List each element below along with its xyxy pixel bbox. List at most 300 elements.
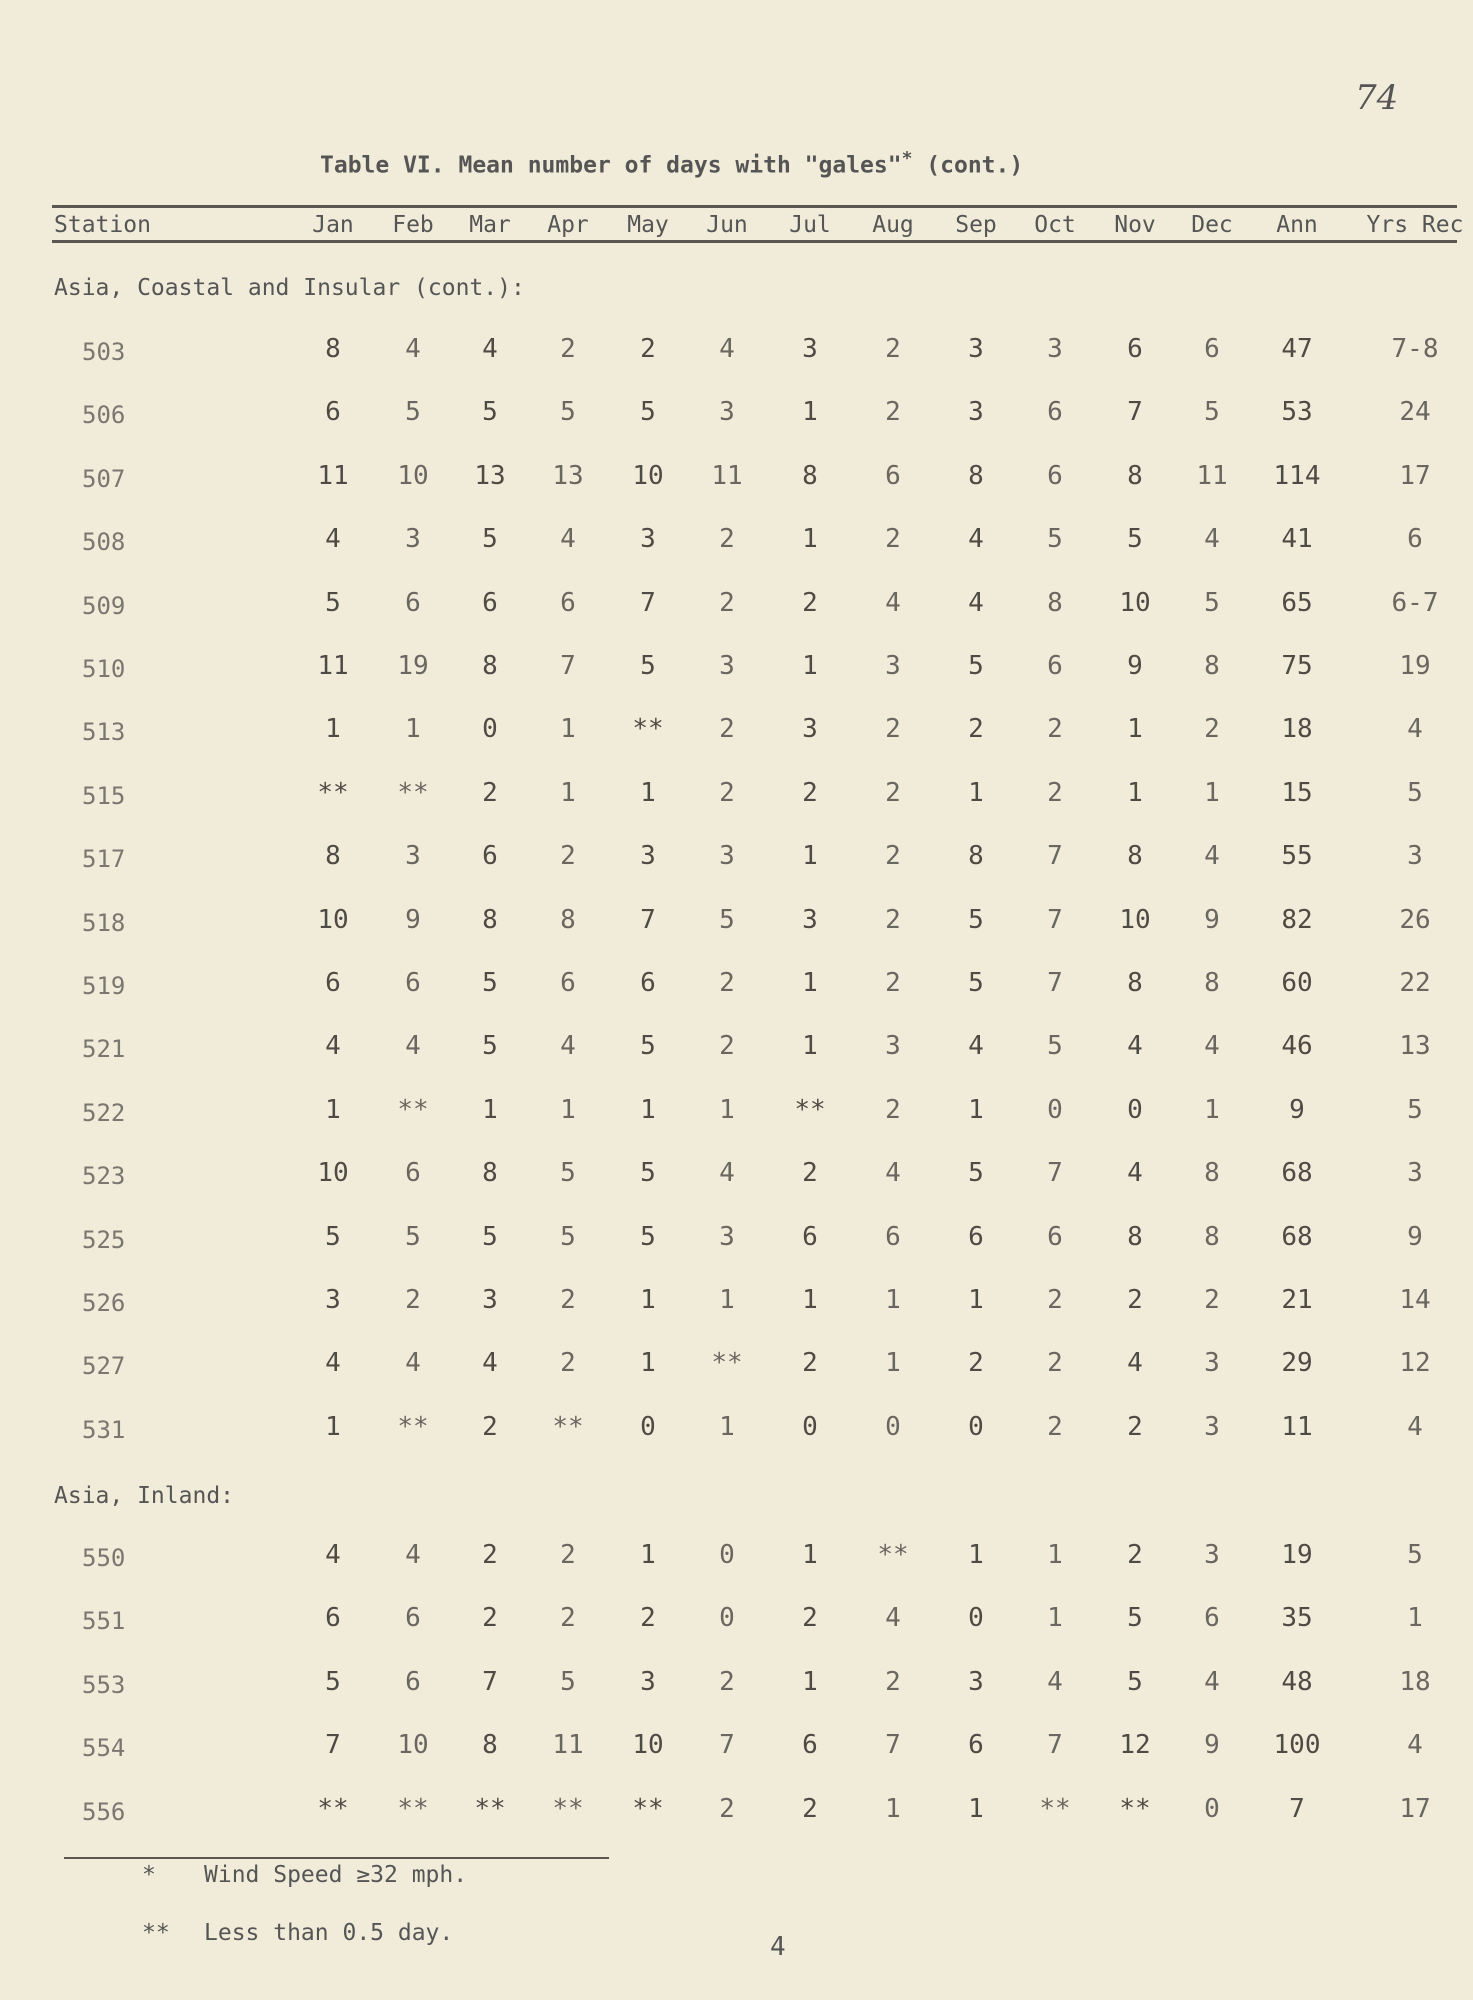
table-cell-dec: 2 (1204, 1285, 1220, 1315)
station-id: 515 (82, 782, 126, 810)
table-cell-nov: 6 (1127, 334, 1143, 364)
table-cell-sep: 1 (968, 1540, 984, 1570)
table-cell-feb: 5 (405, 397, 421, 427)
table-cell-yrs-rec: 22 (1399, 968, 1431, 998)
table-cell-yrs-rec: 1 (1407, 1603, 1423, 1633)
footnote (142, 1862, 467, 1888)
table-cell-nov: 5 (1127, 524, 1143, 554)
table-cell-jul: 1 (802, 1285, 818, 1315)
footnote (142, 1920, 453, 1946)
table-cell-aug: 2 (885, 1667, 901, 1697)
table-cell-may: 1 (640, 1095, 656, 1125)
table-cell-jul: 6 (802, 1730, 818, 1760)
table-cell-oct: 2 (1047, 1412, 1063, 1442)
table-cell-nov: 0 (1127, 1095, 1143, 1125)
table-cell-oct: 6 (1047, 651, 1063, 681)
table-title (320, 148, 1023, 179)
column-header-nov: Nov (1114, 212, 1156, 238)
table-cell-dec: 8 (1204, 968, 1220, 998)
column-header-jul: Jul (789, 212, 831, 238)
table-cell-jun: 3 (719, 397, 735, 427)
table-cell-sep: 4 (968, 1031, 984, 1061)
table-cell-feb: ** (397, 778, 429, 808)
table-cell-apr: 4 (560, 1031, 576, 1061)
table-cell-aug: 3 (885, 651, 901, 681)
table-cell-jul: 1 (802, 651, 818, 681)
table-cell-ann: 15 (1281, 778, 1313, 808)
table-cell-yrs-rec: 17 (1399, 1794, 1431, 1824)
table-cell-nov: 1 (1127, 714, 1143, 744)
table-cell-oct: 4 (1047, 1667, 1063, 1697)
table-cell-jun: 5 (719, 905, 735, 935)
table-cell-apr: 5 (560, 397, 576, 427)
table-cell-oct: 2 (1047, 714, 1063, 744)
table-cell-jul: 1 (802, 1540, 818, 1570)
station-id: 510 (82, 655, 126, 683)
table-cell-jan: 11 (317, 651, 349, 681)
table-cell-feb: 6 (405, 588, 421, 618)
table-cell-jun: 4 (719, 334, 735, 364)
station-id: 517 (82, 845, 126, 873)
table-cell-dec: 6 (1204, 1603, 1220, 1633)
table-cell-yrs-rec: 6 (1407, 524, 1423, 554)
table-cell-aug: ** (877, 1540, 909, 1570)
table-cell-jun: 1 (719, 1285, 735, 1315)
column-header-may: May (627, 212, 669, 238)
table-cell-aug: 6 (885, 1222, 901, 1252)
table-cell-aug: 2 (885, 1095, 901, 1125)
table-cell-dec: 3 (1204, 1412, 1220, 1442)
station-id: 553 (82, 1671, 126, 1699)
station-id: 508 (82, 528, 126, 556)
table-cell-jan: 6 (325, 1603, 341, 1633)
table-cell-yrs-rec: 6-7 (1391, 588, 1439, 618)
table-cell-may: 10 (632, 1730, 664, 1760)
table-cell-dec: 6 (1204, 334, 1220, 364)
table-cell-nov: 8 (1127, 1222, 1143, 1252)
table-cell-jul: 1 (802, 968, 818, 998)
table-cell-ann: 29 (1281, 1348, 1313, 1378)
table-cell-may: 2 (640, 334, 656, 364)
table-cell-may: 2 (640, 1603, 656, 1633)
table-cell-may: 1 (640, 1540, 656, 1570)
table-cell-mar: 2 (482, 778, 498, 808)
table-cell-mar: 5 (482, 397, 498, 427)
station-id: 531 (82, 1416, 126, 1444)
footnote-text: Less than 0.5 day. (204, 1920, 454, 1946)
table-cell-mar: 1 (482, 1095, 498, 1125)
table-cell-aug: 4 (885, 1603, 901, 1633)
table-cell-mar: 8 (482, 651, 498, 681)
table-cell-jul: 6 (802, 1222, 818, 1252)
table-cell-feb: ** (397, 1794, 429, 1824)
table-cell-ann: 35 (1281, 1603, 1313, 1633)
table-cell-apr: 5 (560, 1222, 576, 1252)
table-cell-jun: 3 (719, 841, 735, 871)
station-id: 550 (82, 1544, 126, 1572)
table-cell-mar: 0 (482, 714, 498, 744)
table-cell-oct: 6 (1047, 1222, 1063, 1252)
table-cell-mar: 5 (482, 524, 498, 554)
table-cell-apr: 8 (560, 905, 576, 935)
table-cell-apr: 1 (560, 1095, 576, 1125)
table-cell-yrs-rec: 4 (1407, 1730, 1423, 1760)
table-cell-jun: 2 (719, 588, 735, 618)
table-cell-may: 5 (640, 1222, 656, 1252)
title-suffix: (cont.) (912, 152, 1024, 179)
table-cell-feb: 10 (397, 461, 429, 491)
table-cell-mar: 13 (474, 461, 506, 491)
table-cell-apr: 4 (560, 524, 576, 554)
table-cell-may: 1 (640, 778, 656, 808)
table-cell-apr: 5 (560, 1667, 576, 1697)
table-cell-aug: 2 (885, 778, 901, 808)
table-cell-jul: 8 (802, 461, 818, 491)
table-cell-jul: 2 (802, 1603, 818, 1633)
table-cell-apr: 2 (560, 334, 576, 364)
table-cell-feb: 3 (405, 524, 421, 554)
table-cell-jul: 1 (802, 524, 818, 554)
table-cell-sep: 1 (968, 1285, 984, 1315)
table-cell-sep: 0 (968, 1412, 984, 1442)
table-cell-jan: 4 (325, 524, 341, 554)
column-header-station: Station (54, 212, 151, 238)
table-cell-feb: ** (397, 1412, 429, 1442)
table-cell-apr: 6 (560, 968, 576, 998)
table-cell-ann: 100 (1273, 1730, 1321, 1760)
table-cell-jan: 4 (325, 1348, 341, 1378)
table-cell-dec: 8 (1204, 1222, 1220, 1252)
table-cell-mar: 6 (482, 841, 498, 871)
table-cell-mar: 8 (482, 905, 498, 935)
table-cell-aug: 2 (885, 905, 901, 935)
table-cell-feb: 3 (405, 841, 421, 871)
table-cell-jul: 2 (802, 588, 818, 618)
table-cell-jan: 7 (325, 1730, 341, 1760)
table-cell-ann: 21 (1281, 1285, 1313, 1315)
table-cell-sep: 1 (968, 778, 984, 808)
table-cell-sep: 8 (968, 461, 984, 491)
table-cell-yrs-rec: 3 (1407, 1158, 1423, 1188)
table-cell-yrs-rec: 7-8 (1391, 334, 1439, 364)
table-cell-jan: 6 (325, 968, 341, 998)
table-cell-apr: 5 (560, 1158, 576, 1188)
table-cell-feb: 4 (405, 334, 421, 364)
table-cell-sep: 8 (968, 841, 984, 871)
table-cell-jul: 1 (802, 1031, 818, 1061)
table-cell-oct: 1 (1047, 1603, 1063, 1633)
table-cell-mar: 2 (482, 1540, 498, 1570)
table-cell-sep: 3 (968, 334, 984, 364)
table-cell-may: 7 (640, 588, 656, 618)
table-cell-ann: 65 (1281, 588, 1313, 618)
table-cell-oct: 6 (1047, 397, 1063, 427)
table-cell-may: 6 (640, 968, 656, 998)
table-cell-jun: 1 (719, 1095, 735, 1125)
table-cell-sep: 1 (968, 1095, 984, 1125)
table-cell-yrs-rec: 18 (1399, 1667, 1431, 1697)
table-cell-ann: 60 (1281, 968, 1313, 998)
table-cell-aug: 1 (885, 1285, 901, 1315)
table-cell-feb: 6 (405, 968, 421, 998)
table-cell-jun: 2 (719, 778, 735, 808)
table-cell-mar: ** (474, 1794, 506, 1824)
table-cell-apr: 2 (560, 1603, 576, 1633)
table-cell-feb: 6 (405, 1158, 421, 1188)
table-cell-sep: 0 (968, 1603, 984, 1633)
table-cell-feb: 4 (405, 1031, 421, 1061)
station-id: 526 (82, 1289, 126, 1317)
table-cell-ann: 82 (1281, 905, 1313, 935)
table-cell-dec: 8 (1204, 1158, 1220, 1188)
footnote-rule (64, 1857, 609, 1859)
table-cell-jan: 5 (325, 1222, 341, 1252)
table-cell-mar: 5 (482, 968, 498, 998)
table-cell-oct: 2 (1047, 778, 1063, 808)
table-cell-ann: 7 (1289, 1794, 1305, 1824)
table-cell-may: 5 (640, 1158, 656, 1188)
table-cell-jun: 3 (719, 651, 735, 681)
table-cell-jan: 4 (325, 1031, 341, 1061)
table-cell-apr: ** (552, 1412, 584, 1442)
table-cell-aug: 4 (885, 1158, 901, 1188)
station-id: 521 (82, 1035, 126, 1063)
table-cell-oct: 2 (1047, 1285, 1063, 1315)
table-cell-mar: 7 (482, 1667, 498, 1697)
table-cell-nov: 8 (1127, 461, 1143, 491)
table-cell-feb: 2 (405, 1285, 421, 1315)
table-cell-nov: 2 (1127, 1412, 1143, 1442)
table-cell-sep: 5 (968, 651, 984, 681)
table-cell-sep: 5 (968, 905, 984, 935)
table-cell-may: 5 (640, 397, 656, 427)
table-cell-mar: 8 (482, 1158, 498, 1188)
table-cell-apr: 1 (560, 778, 576, 808)
table-cell-may: 3 (640, 841, 656, 871)
station-id: 556 (82, 1798, 126, 1826)
table-cell-nov: 4 (1127, 1348, 1143, 1378)
table-cell-mar: 2 (482, 1412, 498, 1442)
table-cell-jan: 5 (325, 1667, 341, 1697)
table-cell-jan: 1 (325, 1095, 341, 1125)
table-cell-sep: 5 (968, 968, 984, 998)
table-cell-may: 1 (640, 1348, 656, 1378)
table-cell-yrs-rec: 24 (1399, 397, 1431, 427)
table-cell-nov: 12 (1119, 1730, 1151, 1760)
table-cell-oct: 5 (1047, 1031, 1063, 1061)
table-cell-jul: 2 (802, 1348, 818, 1378)
column-header-sep: Sep (955, 212, 997, 238)
table-cell-nov: 4 (1127, 1031, 1143, 1061)
table-cell-oct: 0 (1047, 1095, 1063, 1125)
table-cell-nov: 7 (1127, 397, 1143, 427)
table-cell-dec: 4 (1204, 1667, 1220, 1697)
table-cell-apr: 2 (560, 1540, 576, 1570)
table-cell-oct: 6 (1047, 461, 1063, 491)
table-cell-ann: 11 (1281, 1412, 1313, 1442)
table-cell-apr: 2 (560, 1348, 576, 1378)
section-label: Asia, Coastal and Insular (cont.): (54, 275, 525, 301)
table-cell-may: ** (632, 714, 664, 744)
table-cell-ann: 55 (1281, 841, 1313, 871)
table-cell-apr: 7 (560, 651, 576, 681)
table-cell-jan: 1 (325, 1412, 341, 1442)
table-cell-aug: 7 (885, 1730, 901, 1760)
table-cell-jul: 2 (802, 1794, 818, 1824)
station-id: 551 (82, 1607, 126, 1635)
table-cell-nov: 2 (1127, 1540, 1143, 1570)
table-cell-jun: 3 (719, 1222, 735, 1252)
table-cell-nov: 4 (1127, 1158, 1143, 1188)
table-cell-may: 0 (640, 1412, 656, 1442)
station-id: 518 (82, 909, 126, 937)
table-cell-yrs-rec: 26 (1399, 905, 1431, 935)
table-cell-feb: 10 (397, 1730, 429, 1760)
table-cell-mar: 3 (482, 1285, 498, 1315)
table-cell-yrs-rec: 12 (1399, 1348, 1431, 1378)
table-cell-feb: 4 (405, 1540, 421, 1570)
table-cell-jun: 2 (719, 1031, 735, 1061)
station-id: 503 (82, 338, 126, 366)
table-cell-jul: 3 (802, 334, 818, 364)
page-number: 74 (1355, 78, 1399, 118)
table-cell-nov: 8 (1127, 968, 1143, 998)
table-cell-dec: 11 (1196, 461, 1228, 491)
table-cell-jun: 2 (719, 714, 735, 744)
table-cell-may: 3 (640, 524, 656, 554)
table-cell-oct: 3 (1047, 334, 1063, 364)
table-cell-jun: 0 (719, 1603, 735, 1633)
table-cell-dec: 0 (1204, 1794, 1220, 1824)
table-cell-dec: 9 (1204, 1730, 1220, 1760)
table-cell-jun: 2 (719, 1794, 735, 1824)
table-cell-dec: 4 (1204, 1031, 1220, 1061)
table-cell-ann: 18 (1281, 714, 1313, 744)
table-cell-aug: 2 (885, 524, 901, 554)
table-cell-may: 7 (640, 905, 656, 935)
table-cell-jul: 0 (802, 1412, 818, 1442)
table-cell-feb: 9 (405, 905, 421, 935)
column-header-ann: Ann (1276, 212, 1318, 238)
table-cell-nov: 9 (1127, 651, 1143, 681)
table-cell-oct: 8 (1047, 588, 1063, 618)
table-cell-jul: 3 (802, 905, 818, 935)
table-cell-dec: 5 (1204, 397, 1220, 427)
table-cell-jul: 1 (802, 1667, 818, 1697)
table-cell-jun: 11 (711, 461, 743, 491)
table-cell-may: 1 (640, 1285, 656, 1315)
table-cell-aug: 2 (885, 334, 901, 364)
table-cell-may: 5 (640, 1031, 656, 1061)
table-cell-aug: 4 (885, 588, 901, 618)
table-cell-yrs-rec: 5 (1407, 1095, 1423, 1125)
table-cell-yrs-rec: 4 (1407, 714, 1423, 744)
table-cell-aug: 3 (885, 1031, 901, 1061)
table-cell-dec: 1 (1204, 778, 1220, 808)
station-id: 523 (82, 1162, 126, 1190)
title-footnote-mark: * (901, 148, 913, 169)
table-cell-feb: 4 (405, 1348, 421, 1378)
table-cell-jan: 8 (325, 841, 341, 871)
table-cell-apr: 1 (560, 714, 576, 744)
table-cell-yrs-rec: 5 (1407, 1540, 1423, 1570)
column-header-oct: Oct (1034, 212, 1076, 238)
table-cell-ann: 47 (1281, 334, 1313, 364)
table-cell-apr: 13 (552, 461, 584, 491)
station-id: 519 (82, 972, 126, 1000)
table-cell-jun: 7 (719, 1730, 735, 1760)
table-cell-apr: 6 (560, 588, 576, 618)
table-cell-sep: 3 (968, 397, 984, 427)
table-cell-sep: 5 (968, 1158, 984, 1188)
table-cell-jul: 1 (802, 841, 818, 871)
column-header-mar: Mar (469, 212, 511, 238)
table-cell-sep: 4 (968, 588, 984, 618)
table-cell-oct: 5 (1047, 524, 1063, 554)
table-cell-jan: 3 (325, 1285, 341, 1315)
station-id: 506 (82, 401, 126, 429)
table-cell-dec: 3 (1204, 1540, 1220, 1570)
table-cell-nov: 10 (1119, 588, 1151, 618)
bottom-page-number: 4 (770, 1932, 786, 1962)
table-cell-mar: 8 (482, 1730, 498, 1760)
table-cell-ann: 19 (1281, 1540, 1313, 1570)
table-cell-jan: 4 (325, 1540, 341, 1570)
station-id: 507 (82, 465, 126, 493)
table-cell-oct: 7 (1047, 841, 1063, 871)
table-cell-feb: 5 (405, 1222, 421, 1252)
table-cell-ann: 48 (1281, 1667, 1313, 1697)
table-cell-jul: 3 (802, 714, 818, 744)
station-id: 527 (82, 1352, 126, 1380)
section-label: Asia, Inland: (54, 1483, 235, 1509)
table-cell-yrs-rec: 4 (1407, 1412, 1423, 1442)
table-cell-aug: 6 (885, 461, 901, 491)
table-cell-jun: ** (711, 1348, 743, 1378)
table-cell-jun: 2 (719, 524, 735, 554)
table-cell-may: ** (632, 1794, 664, 1824)
column-header-yrs-rec: Yrs Rec (1366, 212, 1464, 238)
table-cell-may: 3 (640, 1667, 656, 1697)
table-cell-jul: 2 (802, 778, 818, 808)
table-cell-jun: 2 (719, 1667, 735, 1697)
table-cell-jan: 10 (317, 1158, 349, 1188)
table-cell-aug: 2 (885, 397, 901, 427)
column-header-jun: Jun (706, 212, 748, 238)
table-cell-sep: 1 (968, 1794, 984, 1824)
table-cell-feb: 1 (405, 714, 421, 744)
table-cell-nov: 5 (1127, 1667, 1143, 1697)
table-cell-dec: 4 (1204, 841, 1220, 871)
column-header-jan: Jan (312, 212, 354, 238)
table-cell-jan: 8 (325, 334, 341, 364)
column-header-apr: Apr (547, 212, 589, 238)
table-cell-jun: 1 (719, 1412, 735, 1442)
table-cell-jan: 1 (325, 714, 341, 744)
table-cell-oct: 7 (1047, 1158, 1063, 1188)
table-cell-yrs-rec: 17 (1399, 461, 1431, 491)
table-cell-may: 5 (640, 651, 656, 681)
table-cell-jul: 2 (802, 1158, 818, 1188)
table-cell-apr: ** (552, 1794, 584, 1824)
table-cell-jan: ** (317, 1794, 349, 1824)
column-header-feb: Feb (392, 212, 434, 238)
station-id: 525 (82, 1226, 126, 1254)
title-text: Table VI. Mean number of days with "gales" (320, 152, 902, 179)
table-cell-apr: 2 (560, 841, 576, 871)
table-cell-ann: 114 (1273, 461, 1321, 491)
table-cell-mar: 5 (482, 1222, 498, 1252)
